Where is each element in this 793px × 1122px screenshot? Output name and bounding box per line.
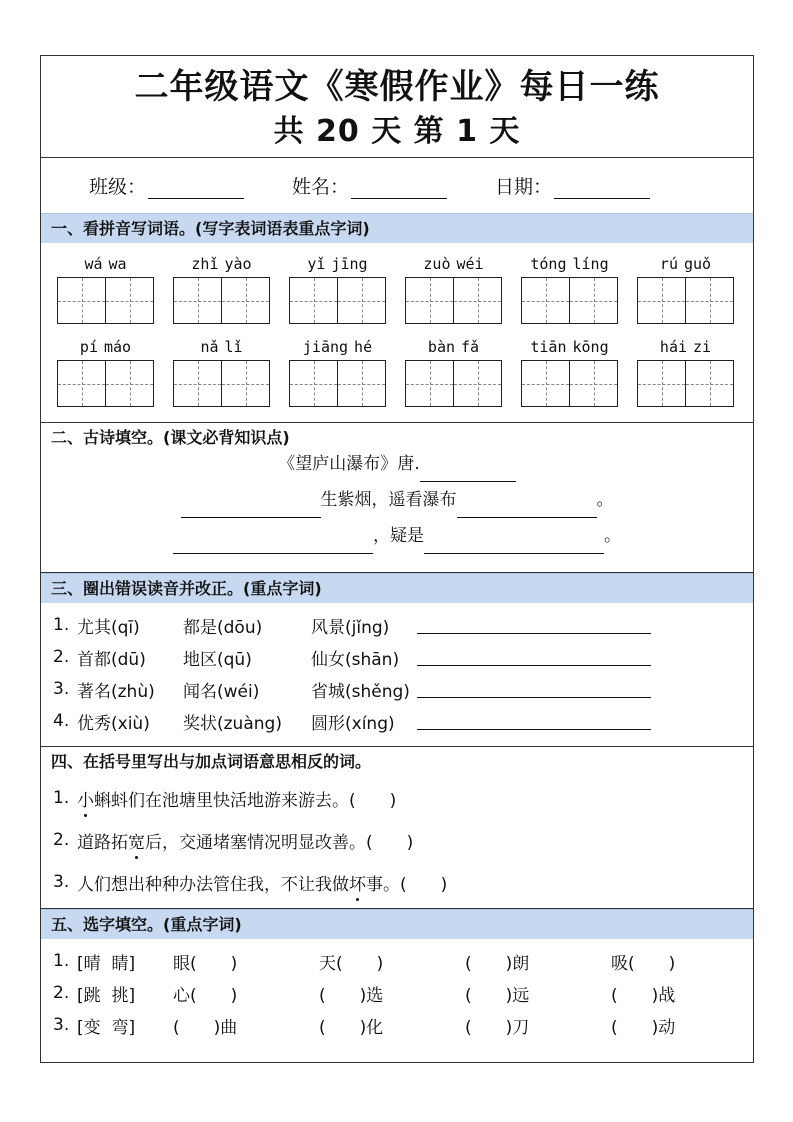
answer-blank[interactable]: [417, 680, 651, 698]
section-pinyin: [41, 213, 753, 423]
grid-square[interactable]: [638, 361, 686, 406]
question-number: 4.: [53, 711, 70, 731]
question-number: 2.: [53, 983, 70, 1003]
pinyin-text: [637, 334, 734, 360]
poem-blank-4[interactable]: [424, 534, 604, 554]
pinyin-syllable: pí: [79, 338, 98, 356]
pinyin-text: [521, 251, 618, 277]
pinyin-text: [289, 334, 386, 360]
word-item: 都是(dōu): [183, 617, 263, 638]
word-item: 首都(dū): [77, 649, 146, 670]
pinyin-item: [289, 251, 405, 324]
poem-line-2: [41, 525, 753, 561]
date-field[interactable]: [495, 172, 650, 199]
writing-grid[interactable]: [521, 360, 618, 407]
grid-square[interactable]: [106, 361, 153, 406]
char-group: [晴 睛]: [77, 953, 136, 974]
poem-blank-1[interactable]: [181, 498, 321, 518]
pinyin-text: [57, 334, 154, 360]
grid-square[interactable]: [570, 278, 617, 323]
pronunciation-list: [41, 609, 753, 737]
fill-item[interactable]: 眼( ): [173, 953, 238, 974]
fill-item[interactable]: ( )战: [611, 985, 676, 1006]
pinyin-text: [405, 334, 502, 360]
answer-blank[interactable]: [417, 712, 651, 730]
date-blank[interactable]: [554, 179, 650, 199]
section-heading: 四、在括号里写出与加点词语意思相反的词。: [41, 747, 753, 777]
grid-square[interactable]: [58, 361, 106, 406]
writing-grid[interactable]: [521, 277, 618, 324]
pinyin-syllable: lǐ: [224, 338, 243, 356]
grid-square[interactable]: [522, 278, 570, 323]
pinyin-item: [405, 334, 521, 407]
grid-square[interactable]: [406, 278, 454, 323]
grid-square[interactable]: [174, 278, 222, 323]
pronunciation-row: [41, 673, 753, 705]
dotted-word: 坏: [349, 870, 366, 895]
date-label: 日期：: [495, 176, 553, 198]
pinyin-syllable: nǎ: [200, 338, 219, 356]
answer-blank[interactable]: [417, 648, 651, 666]
question-number: 3.: [53, 1015, 70, 1035]
grid-square[interactable]: [290, 361, 338, 406]
fill-item[interactable]: ( )刀: [465, 1017, 530, 1038]
grid-square[interactable]: [58, 278, 106, 323]
grid-square[interactable]: [454, 278, 501, 323]
grid-square[interactable]: [638, 278, 686, 323]
poem-blank-2[interactable]: [457, 498, 597, 518]
antonym-row: [41, 861, 753, 903]
pinyin-syllable: zi: [693, 338, 712, 356]
question-number: 2.: [53, 830, 70, 850]
pinyin-item: [637, 334, 753, 407]
choose-row: [41, 1009, 753, 1041]
fill-item[interactable]: ( )化: [319, 1017, 384, 1038]
word-item: 省城(shěng): [311, 681, 410, 702]
worksheet: [40, 55, 754, 1063]
pinyin-syllable: yǐ: [307, 255, 326, 273]
choose-row: [41, 977, 753, 1009]
writing-grid[interactable]: [405, 360, 502, 407]
grid-square[interactable]: [454, 361, 501, 406]
dotted-word: 宽: [128, 828, 145, 853]
char-group: [变 弯]: [77, 1017, 136, 1038]
pinyin-syllable: hé: [354, 338, 373, 356]
fill-item[interactable]: ( )朗: [465, 953, 530, 974]
sentence-text: 人们想出种种办法管住我，不让我做: [77, 874, 349, 895]
class-blank[interactable]: [148, 179, 244, 199]
pronunciation-row: [41, 609, 753, 641]
pinyin-row: [41, 251, 753, 324]
pinyin-item: [173, 251, 289, 324]
dotted-word: 小: [77, 786, 94, 811]
section-heading: 三、圈出错误读音并改正。(重点字词): [41, 573, 753, 603]
fill-item[interactable]: ( )选: [319, 985, 384, 1006]
writing-grid[interactable]: [57, 277, 154, 324]
pinyin-text: [637, 251, 734, 277]
fill-item[interactable]: ( )远: [465, 985, 530, 1006]
section-heading: 五、选字填空。(重点字词): [41, 909, 753, 939]
pronunciation-row: [41, 641, 753, 673]
fill-item[interactable]: 吸( ): [611, 953, 676, 974]
pinyin-item: [173, 334, 289, 407]
word-item: 仙女(shān): [311, 649, 400, 670]
fill-item[interactable]: ( )曲: [173, 1017, 238, 1038]
word-item: 闻名(wéi): [183, 681, 260, 702]
grid-square[interactable]: [106, 278, 153, 323]
pinyin-syllable: fǎ: [461, 338, 480, 356]
pinyin-syllable: máo: [103, 338, 132, 356]
pinyin-item: [405, 251, 521, 324]
question-number: 1.: [53, 788, 70, 808]
writing-grid[interactable]: [405, 277, 502, 324]
pinyin-syllable: kōng: [572, 338, 609, 356]
pinyin-syllable: zuò: [423, 255, 451, 273]
section-pronunciation: [41, 573, 753, 747]
fill-item[interactable]: 心( ): [173, 985, 238, 1006]
word-item: 尤其(qī): [77, 617, 140, 638]
grid-square[interactable]: [174, 361, 222, 406]
pinyin-syllable: rú: [659, 255, 678, 273]
class-label: 班级：: [89, 176, 147, 198]
name-label: 姓名：: [292, 176, 350, 198]
poem-block: [41, 453, 753, 561]
pinyin-syllable: wá: [84, 255, 103, 273]
grid-square[interactable]: [222, 278, 269, 323]
poem-text: ，疑是: [373, 526, 424, 546]
char-group: [跳 挑]: [77, 985, 136, 1006]
grid-square[interactable]: [570, 361, 617, 406]
writing-grid[interactable]: [173, 360, 270, 407]
pinyin-text: [289, 251, 386, 277]
pinyin-syllable: guǒ: [683, 255, 712, 273]
pinyin-syllable: jiāng: [302, 338, 349, 356]
page-title: 二年级语文《寒假作业》每日一练: [134, 67, 660, 107]
pinyin-item: [637, 251, 753, 324]
pinyin-text: [405, 251, 502, 277]
class-field[interactable]: [89, 172, 244, 199]
pinyin-syllable: wa: [108, 255, 127, 273]
grid-square[interactable]: [222, 361, 269, 406]
word-item: 风景(jǐng): [311, 617, 390, 638]
pinyin-syllable: wéi: [456, 255, 484, 273]
poem-punct: 。: [604, 526, 621, 546]
grid-square[interactable]: [686, 361, 733, 406]
section-heading: 二、古诗填空。(课文必背知识点): [41, 423, 753, 453]
pinyin-syllable: tiān: [530, 338, 567, 356]
grid-square[interactable]: [338, 278, 385, 323]
answer-blank[interactable]: [417, 616, 651, 634]
pinyin-syllable: líng: [572, 255, 609, 273]
pinyin-syllable: zhǐ: [191, 255, 219, 273]
page-subtitle: 共 20 天 第 1 天: [273, 114, 521, 149]
fill-item[interactable]: ( )动: [611, 1017, 676, 1038]
name-field[interactable]: [292, 172, 447, 199]
poem-text: 生紫烟，遥看瀑布: [320, 490, 457, 510]
pinyin-text: [173, 334, 270, 360]
name-blank[interactable]: [351, 179, 447, 199]
grid-square[interactable]: [290, 278, 338, 323]
pinyin-row: [41, 334, 753, 407]
question-number: 3.: [53, 872, 70, 892]
choose-list: [41, 945, 753, 1041]
author-blank[interactable]: [420, 462, 516, 482]
pinyin-syllable: hái: [659, 338, 688, 356]
poem-title: 《望庐山瀑布》唐.: [278, 454, 420, 474]
writing-grid[interactable]: [57, 360, 154, 407]
grid-square[interactable]: [406, 361, 454, 406]
pinyin-syllable: tóng: [530, 255, 567, 273]
pinyin-item: [289, 334, 405, 407]
sentence-text: 道路拓: [77, 832, 128, 853]
writing-grid[interactable]: [637, 360, 734, 407]
word-item: 优秀(xiù): [77, 713, 150, 734]
pinyin-text: [57, 251, 154, 277]
grid-square[interactable]: [338, 361, 385, 406]
sentence-text[interactable]: 蝌蚪们在池塘里快活地游来游去。( ): [94, 790, 397, 811]
question-number: 1.: [53, 951, 70, 971]
pinyin-item: [57, 251, 173, 324]
writing-grid[interactable]: [289, 360, 386, 407]
pinyin-syllable: jīng: [331, 255, 368, 273]
grid-square[interactable]: [686, 278, 733, 323]
pinyin-text: [173, 251, 270, 277]
pinyin-syllable: bàn: [427, 338, 456, 356]
sentence-text[interactable]: 事。( ): [366, 874, 448, 895]
section-heading: 一、看拼音写词语。(写字表词语表重点字词): [41, 213, 753, 243]
antonym-row: [41, 777, 753, 819]
writing-grid[interactable]: [637, 277, 734, 324]
pinyin-item: [521, 251, 637, 324]
antonym-row: [41, 819, 753, 861]
writing-grid[interactable]: [289, 277, 386, 324]
question-number: 1.: [53, 615, 70, 635]
title-box: [41, 56, 753, 158]
pinyin-syllable: yào: [224, 255, 252, 273]
poem-punct: 。: [596, 490, 614, 510]
section-antonyms: [41, 747, 753, 909]
antonym-list: [41, 777, 753, 903]
section-choose: [41, 909, 753, 1041]
pinyin-text: [521, 334, 618, 360]
word-item: 奖状(zuàng): [183, 713, 282, 734]
fill-item[interactable]: 天( ): [319, 953, 384, 974]
question-number: 3.: [53, 679, 70, 699]
poem-blank-3[interactable]: [173, 534, 373, 554]
word-item: 圆形(xíng): [311, 713, 395, 734]
writing-grid[interactable]: [173, 277, 270, 324]
choose-row: [41, 945, 753, 977]
pinyin-item: [57, 334, 173, 407]
info-row: [41, 158, 753, 213]
sentence-text[interactable]: 后，交通堵塞情况明显改善。( ): [145, 832, 414, 853]
word-item: 地区(qū): [183, 649, 252, 670]
question-number: 2.: [53, 647, 70, 667]
section-poem: [41, 423, 753, 573]
grid-square[interactable]: [522, 361, 570, 406]
word-item: 著名(zhù): [77, 681, 155, 702]
pronunciation-row: [41, 705, 753, 737]
pinyin-item: [521, 334, 637, 407]
